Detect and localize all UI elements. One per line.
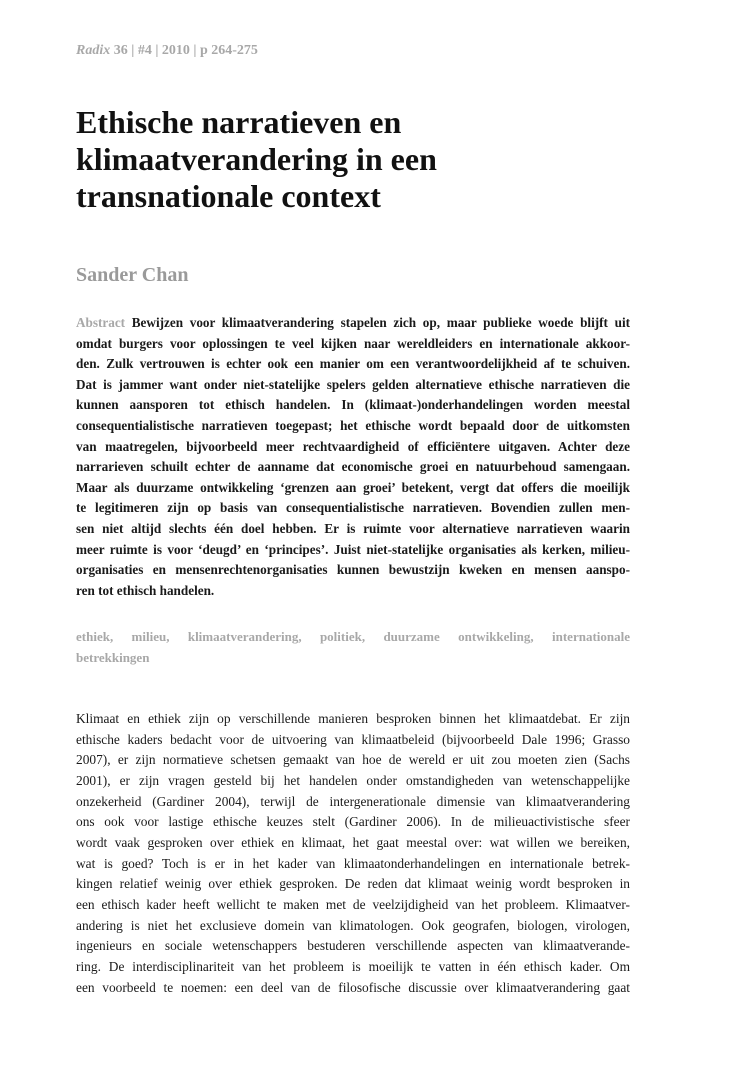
author-name: Sander Chan xyxy=(76,264,189,286)
journal-issue-info: 36 | #4 | 2010 | p 264-275 xyxy=(110,43,258,58)
keywords-line: betrekkingen xyxy=(76,649,150,665)
title-line: klimaatverandering in een xyxy=(76,141,437,177)
body-line: een voorbeeld te noemen: een deel van de filosofische discussie over klimaatverandering gaat xyxy=(76,979,630,995)
abstract-line: meer ruimte is voor ‘deugd’ en ‘principes’. Juist niet-statelijke organisaties als kerken, milieu- xyxy=(76,541,630,557)
title-line: transnationale context xyxy=(76,178,381,214)
keywords-line: ethiek, milieu, klimaatverandering, politiek, duurzame ontwikkeling, internationale xyxy=(76,629,630,644)
abstract xyxy=(76,313,630,601)
body-line: andering is niet het exclusieve domein van klimatologen. Ook geografen, biologen, virologen, xyxy=(76,917,630,933)
body-line: onzekerheid (Gardiner 2004), terwijl de intergenerationale dimensie van klimaatverandering xyxy=(76,793,630,809)
abstract-label: Abstract xyxy=(76,315,126,330)
journal-name: Radix xyxy=(76,43,111,58)
abstract-line: consequentialistische narratieven toegepast; het ethische wordt bepaald door de uitkomsten xyxy=(76,417,630,433)
body-line: ons ook voor lastige ethische keuzes stelt (Gardiner 2006). In de milieuactivistische sfeer xyxy=(76,814,630,830)
abstract-line-text: Bewijzen voor klimaatverandering stapelen zich op, maar publieke woede blijft uit xyxy=(131,315,630,330)
article-title xyxy=(76,104,676,215)
body-line: ingenieurs en sociale wetenschappers bestuderen verschillende aspecten van klimaatverande- xyxy=(76,938,630,954)
body-line: een ethisch kader heeft wellicht te maken met de veelzijdigheid van het probleem. Klimaatver- xyxy=(76,896,630,912)
body-line: 2007), er zijn normatieve schetsen gemaakt van hoe de wereld er uit zou moeten zien (Sachs xyxy=(76,752,630,768)
body-line: Klimaat en ethiek zijn op verschillende manieren besproken binnen het klimaatdebat. Er zijn xyxy=(76,711,630,726)
abstract-line: sen niet altijd slechts één doel hebben. Er is ruimte voor alternatieve narratieven waarin xyxy=(76,520,630,536)
body-line: ethische kaders bedacht voor de uitvoering van klimaatbeleid (bijvoorbeeld Dale 1996; Grasso xyxy=(76,731,630,747)
body-line: wordt vaak gesproken over ethiek en klimaat, het gaat meestal over: wat willen we bereiken, xyxy=(76,834,630,850)
abstract-line: Dat is jammer want onder niet-statelijke spelers gelden alternatieve ethische narratieven die xyxy=(76,376,630,392)
keywords xyxy=(76,627,630,668)
abstract-line: narrarieven schuilt echter de aanname dat economische groei en natuurbehoud samengaan. xyxy=(76,459,630,475)
abstract-line: omdat burgers voor oplossingen te veel kijken naar wereldleiders en internationale akkoor- xyxy=(76,335,630,351)
abstract-line xyxy=(76,313,630,334)
body-line: kingen relatief weinig over ethiek gesproken. De reden dat klimaat weinig wordt besproken in xyxy=(76,876,630,892)
body-paragraph xyxy=(76,709,630,998)
abstract-line: van maatregelen, bijvoorbeeld meer rechtvaardigheid of efficiëntere uitgaven. Achter deze xyxy=(76,438,630,454)
abstract-line: Maar als duurzame ontwikkeling ‘grenzen aan groei’ betekent, vergt dat offers die moeilijk xyxy=(76,479,630,495)
abstract-line: te legitimeren zijn op basis van consequentialistische narratieven. Bovendien zullen men- xyxy=(76,500,630,516)
title-line: Ethische narratieven en xyxy=(76,104,402,140)
body-line: wat is goed? Toch is er in het kader van klimaatonderhandelingen en internationale betrek- xyxy=(76,855,630,871)
abstract-line: ren tot ethisch handelen. xyxy=(76,582,215,598)
abstract-line: organisaties en mensenrechtenorganisaties kunnen bewustzijn kweken en mensen aanspo- xyxy=(76,562,630,578)
abstract-line: kunnen aansporen tot ethisch handelen. In (klimaat-)onderhandelingen worden meestal xyxy=(76,397,630,413)
journal-citation xyxy=(76,43,258,59)
body-line: ring. De interdisciplinariteit van het probleem is moeilijk te vatten in één ethisch kader. Om xyxy=(76,958,630,974)
abstract-line: den. Zulk vertrouwen is echter ook een manier om een verantwoordelijkheid af te schuiven. xyxy=(76,356,630,372)
body-line: 2001), er zijn vragen gesteld bij het handelen onder omstandigheden van wetenschappelijke xyxy=(76,772,630,788)
